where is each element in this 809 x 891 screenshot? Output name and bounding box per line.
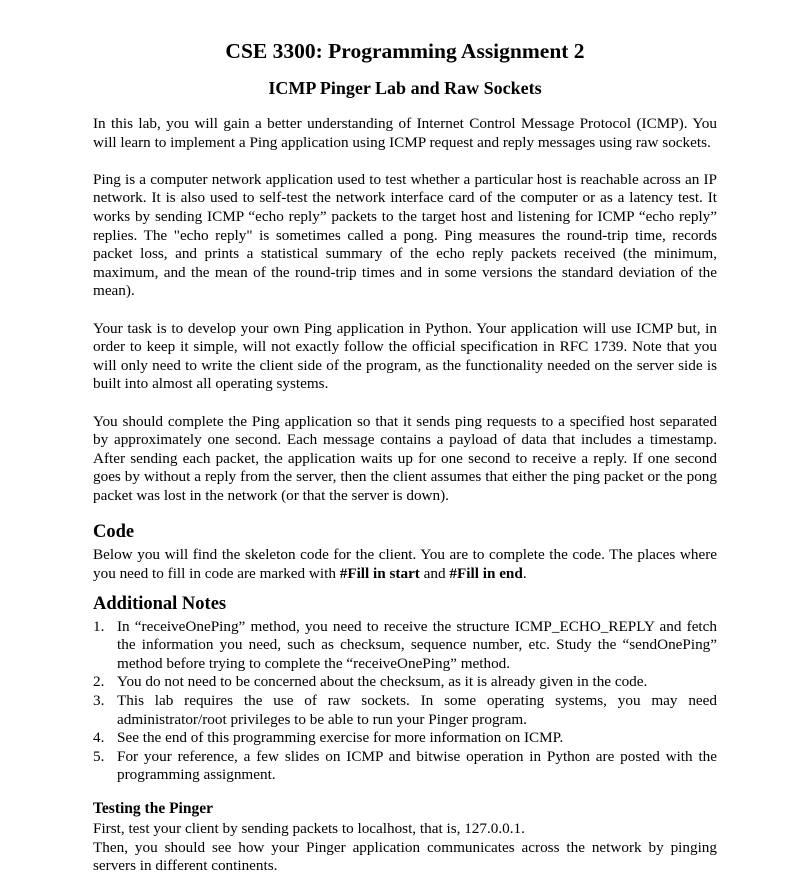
testing-line-localhost: First, test your client by sending packets to localhost, that is, 127.0.0.1. (93, 820, 525, 837)
list-item (93, 673, 717, 692)
list-item-text: You do not need to be concerned about the checksum, as it is already given in the code. (117, 673, 648, 691)
list-item (93, 692, 717, 729)
list-item-number: 3. (93, 692, 105, 710)
notes-list (93, 618, 717, 785)
code-text-and: and (419, 565, 450, 583)
list-item (93, 729, 717, 748)
task-paragraph: Your task is to develop your own Ping application in Python. Your application will use ICMP but, in order to keep it simple, will not exactly follow the official specification in RFC 1739. Note that you will only need to write the client side of the program, as the functionality needed on the server side is built into almost all operating systems. (93, 319, 717, 393)
additional-notes-heading: Additional Notes (93, 593, 227, 614)
ping-description-paragraph: Ping is a computer network application used to test whether a particular host is reachable across an IP network. It is also used to self-test the network interface card of the computer or as a latency test. It works by sending ICMP “echo reply” packets to the target host and listening for ICMP “echo reply” replies. The "echo reply" is sometimes called a pong. Ping measures the round-trip time, records packet loss, and prints a statistical summary of the echo reply packets received (the minimum, maximum, and the mean of the round-trip times and in some versions the standard deviation of the mean). (93, 170, 717, 300)
list-item (93, 748, 717, 785)
fill-in-start-marker: #Fill in start (339, 565, 420, 583)
requirements-paragraph: You should complete the Ping application so that it sends ping requests to a specified host separated by approximately one second. Each message contains a payload of data that includes a timestamp. After sending each packet, the application waits up for one second to receive a reply. If one second goes by without a reply from the server, then the client assumes that either the ping packet or the pong packet was lost in the network (or that the server is down). (93, 412, 717, 504)
document-subtitle: ICMP Pinger Lab and Raw Sockets (268, 78, 542, 98)
fill-in-end-marker: #Fill in end (449, 565, 523, 583)
document-title: CSE 3300: Programming Assignment 2 (225, 39, 585, 63)
code-text-before: Below you will find the skeleton code for the client. You are to complete the code. The places where you need to fill in code are marked with (93, 546, 717, 583)
list-item-number: 1. (93, 617, 105, 635)
list-item (93, 618, 717, 674)
code-paragraph (93, 546, 717, 583)
list-item-number: 2. (93, 673, 105, 691)
list-item-text: See the end of this programming exercise for more information on ICMP. (117, 729, 564, 747)
list-item-number: 4. (93, 729, 105, 747)
list-item-number: 5. (93, 747, 105, 765)
intro-paragraph: In this lab, you will gain a better understanding of Internet Control Message Protocol (ICMP). You will learn to implement a Ping application using ICMP request and reply messages using raw sockets. (93, 115, 717, 151)
testing-heading: Testing the Pinger (93, 800, 213, 817)
list-item-text: In “receiveOnePing” method, you need to receive the structure ICMP_ECHO_REPLY and fetch the information you need, such as checksum, sequence number, etc. Study the “sendOnePing” method before trying to complete the “receiveOnePing” method. (117, 617, 717, 672)
code-text-after: . (522, 565, 527, 583)
list-item-text: For your reference, a few slides on ICMP and bitwise operation in Python are posted with the programming assignment. (117, 747, 717, 784)
document-page (93, 38, 717, 876)
code-heading: Code (93, 522, 135, 543)
testing-line-network: Then, you should see how your Pinger application communicates across the network by pinging servers in different continents. (93, 838, 717, 875)
list-item-text: This lab requires the use of raw sockets. In some operating systems, you may need administrator/root privileges to be able to run your Pinger program. (117, 692, 717, 728)
